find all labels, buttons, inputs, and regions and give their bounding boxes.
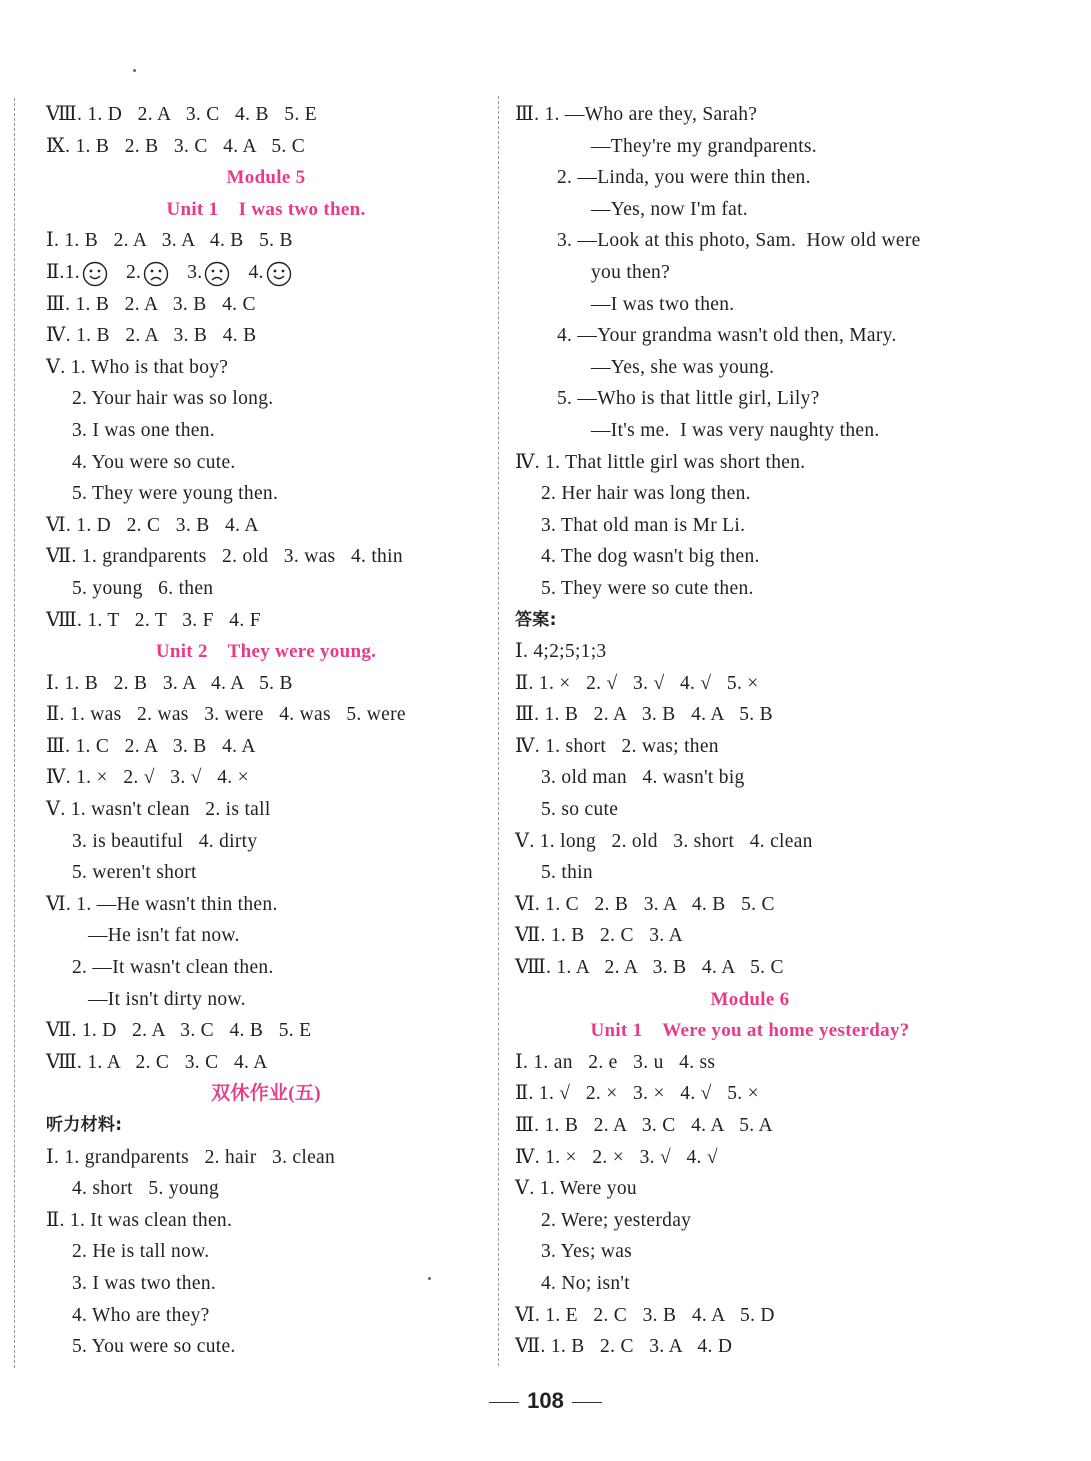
answer-line [515, 383, 985, 415]
section-numeral: Ⅱ. [46, 261, 65, 283]
smile-face-icon [82, 261, 108, 287]
answer-line [515, 731, 985, 763]
section-heading [46, 194, 486, 226]
answer-line [515, 194, 985, 226]
answer-text: Ⅸ. 1. B 2. B 3. C 4. A 5. C [46, 135, 306, 157]
answer-line [46, 225, 486, 257]
answer-line [515, 762, 985, 794]
answer-line [46, 289, 486, 321]
answer-text: 3. I was two then. [72, 1272, 217, 1294]
answer-line [515, 131, 985, 163]
answer-text: Ⅷ. 1. A 2. C 3. C 4. A [46, 1051, 268, 1073]
answer-text: —It's me. I was very naughty then. [591, 419, 880, 441]
answer-line [46, 383, 486, 415]
answer-text: Ⅰ. 4;2;5;1;3 [515, 641, 607, 663]
answer-text: Ⅱ. 1. It was clean then. [46, 1209, 233, 1231]
section-heading [515, 1015, 985, 1047]
answer-text: Ⅲ. 1. B 2. A 3. C 4. A 5. A [515, 1115, 773, 1136]
answer-text: Ⅲ. 1. C 2. A 3. B 4. A [46, 735, 256, 757]
answer-line [515, 668, 985, 700]
answer-text: 4. —Your grandma wasn't old then, Mary. [557, 325, 897, 347]
answer-line [515, 541, 985, 573]
answer-line [46, 131, 486, 163]
answer-text: Ⅶ. 1. B 2. C 3. A 4. D [515, 1336, 733, 1358]
answer-text: Ⅴ. 1. wasn't clean 2. is tall [46, 799, 271, 821]
answer-text: Ⅱ. 1. √ 2. × 3. × 4. √ 5. × [515, 1083, 759, 1105]
answer-text: 2. Were; yesterday [541, 1209, 692, 1231]
answer-line [515, 857, 985, 889]
answer-text: 5. You were so cute. [72, 1336, 236, 1358]
answer-text: Ⅳ. 1. short 2. was; then [515, 735, 719, 757]
answer-line [46, 731, 486, 763]
answer-line [515, 352, 985, 384]
answer-line [515, 478, 985, 510]
page-footer [0, 1388, 1091, 1414]
section-heading-text: Unit 1 Were you at home yesterday? [590, 1020, 910, 1042]
answer-text: 2. —Linda, you were thin then. [557, 167, 811, 189]
answer-text: 3. I was one then. [72, 419, 215, 441]
answer-line [46, 794, 486, 826]
answer-line [46, 668, 486, 700]
answer-line [515, 162, 985, 194]
answer-line [515, 920, 985, 952]
answer-line [515, 1110, 985, 1142]
answer-text: 2. —It wasn't clean then. [72, 957, 274, 979]
answer-text: 5. young 6. then [72, 577, 214, 599]
item-number: 3. [187, 261, 203, 283]
answer-text: 4. short 5. young [72, 1178, 220, 1200]
answer-line [46, 415, 486, 447]
answer-line [515, 257, 985, 289]
answer-text: —He isn't fat now. [88, 925, 240, 947]
answer-line [46, 510, 486, 542]
answer-text: Ⅲ. 1. B 2. A 3. B 4. C [46, 293, 256, 315]
answer-line [515, 225, 985, 257]
footer-dash-right [572, 1402, 602, 1403]
answer-text: Ⅵ. 1. E 2. C 3. B 4. A 5. D [515, 1304, 775, 1326]
answer-text: Ⅲ. 1. B 2. A 3. B 4. A 5. B [515, 704, 773, 726]
answer-text: 3. —Look at this photo, Sam. How old were [557, 230, 921, 252]
answer-text: —I was two then. [591, 293, 735, 315]
sad-face-icon [143, 261, 169, 287]
answer-line [46, 762, 486, 794]
answer-line [515, 1268, 985, 1300]
answer-line [515, 889, 985, 921]
answer-line [46, 889, 486, 921]
answer-line [515, 447, 985, 479]
answer-text: —It isn't dirty now. [88, 988, 246, 1010]
answer-text: 3. is beautiful 4. dirty [72, 830, 258, 852]
answer-text: Ⅴ. 1. long 2. old 3. short 4. clean [515, 830, 813, 852]
answer-text: Ⅶ. 1. D 2. A 3. C 4. B 5. E [46, 1020, 312, 1042]
answer-line [46, 1236, 486, 1268]
page-number: 108 [527, 1388, 564, 1413]
answer-text: 4. You were so cute. [72, 451, 236, 473]
answer-text: 5. weren't short [72, 862, 197, 884]
answer-text: 5. —Who is that little girl, Lily? [557, 388, 820, 410]
item-number: 1. [64, 261, 80, 283]
left-margin-dashed-line [14, 98, 15, 1368]
answer-line [46, 826, 486, 858]
answer-text: 2. Her hair was long then. [541, 483, 751, 505]
answer-text: 3. That old man is Mr Li. [541, 514, 746, 536]
answer-line [46, 1205, 486, 1237]
answer-line [46, 1173, 486, 1205]
answer-text: Ⅷ. 1. D 2. A 3. C 4. B 5. E [46, 104, 317, 125]
section-heading [46, 636, 486, 668]
answer-text: 5. They were young then. [72, 483, 279, 505]
answer-text: Ⅶ. 1. B 2. C 3. A [515, 925, 683, 947]
answer-text: 5. so cute [541, 799, 619, 821]
answer-text: Ⅳ. 1. B 2. A 3. B 4. B [46, 325, 257, 347]
answer-text: Ⅳ. 1. × 2. × 3. √ 4. √ [515, 1146, 718, 1168]
answer-line [46, 857, 486, 889]
answer-line [515, 573, 985, 605]
speck [133, 69, 136, 72]
item-number: 4. [248, 261, 264, 283]
answer-line [515, 952, 985, 984]
answer-text: —They're my grandparents. [591, 135, 817, 157]
section-heading-text: Module 6 [710, 988, 790, 1010]
answer-text: 4. No; isn't [541, 1272, 630, 1294]
answer-text: 2. He is tall now. [72, 1241, 210, 1263]
answer-text: 4. The dog wasn't big then. [541, 546, 760, 568]
answer-line [46, 352, 486, 384]
answer-text: Ⅴ. 1. Who is that boy? [46, 356, 229, 378]
answer-text: Ⅱ. 1. × 2. √ 3. √ 4. √ 5. × [515, 672, 759, 694]
answer-text: 4. Who are they? [72, 1304, 210, 1326]
answer-line [46, 1268, 486, 1300]
answer-text: —Yes, now I'm fat. [591, 198, 748, 220]
answer-text: Ⅴ. 1. Were you [515, 1178, 637, 1200]
answer-line [515, 1205, 985, 1237]
answer-line [46, 605, 486, 637]
answer-line [515, 794, 985, 826]
answer-line [515, 826, 985, 858]
answer-line-faces [46, 257, 486, 289]
answer-line [46, 920, 486, 952]
answer-text: Ⅳ. 1. × 2. √ 3. √ 4. × [46, 767, 249, 789]
answer-line [46, 1015, 486, 1047]
answer-line [515, 1173, 985, 1205]
answer-line [46, 1142, 486, 1174]
section-heading-text: 双休作业(五) [211, 1083, 321, 1105]
answer-text: Ⅶ. 1. grandparents 2. old 3. was 4. thin [46, 546, 403, 568]
section-label [515, 605, 985, 637]
answer-line [46, 447, 486, 479]
answer-line [46, 984, 486, 1016]
answer-text: Ⅰ. 1. B 2. A 3. A 4. B 5. B [46, 230, 293, 252]
sad-face-icon [204, 261, 230, 287]
answer-line [515, 1236, 985, 1268]
answer-text: Ⅲ. 1. —Who are they, Sarah? [515, 104, 758, 125]
item-number: 2. [125, 261, 142, 283]
right-column [515, 99, 985, 1363]
answer-line [515, 1300, 985, 1332]
answer-line [46, 699, 486, 731]
section-heading [46, 1078, 486, 1110]
answer-line [46, 1331, 486, 1363]
section-heading [515, 984, 985, 1016]
left-column [46, 99, 486, 1363]
answer-line [515, 415, 985, 447]
answer-text: 5. They were so cute then. [541, 577, 754, 599]
section-label-text: 听力材料: [46, 1115, 123, 1135]
answer-text: Ⅰ. 1. grandparents 2. hair 3. clean [46, 1146, 336, 1168]
answer-text: Ⅷ. 1. T 2. T 3. F 4. F [46, 609, 261, 631]
answer-text: Ⅵ. 1. C 2. B 3. A 4. B 5. C [515, 893, 775, 915]
answer-text: Ⅳ. 1. That little girl was short then. [515, 451, 806, 473]
section-heading-text: Module 5 [226, 167, 306, 189]
section-heading-text: Unit 1 I was two then. [166, 198, 366, 220]
answer-text: Ⅰ. 1. an 2. e 3. u 4. ss [515, 1051, 716, 1073]
answer-line [46, 1047, 486, 1079]
answer-line [515, 1142, 985, 1174]
answer-text: —Yes, she was young. [591, 356, 775, 378]
answer-text: 3. Yes; was [541, 1241, 633, 1263]
answer-text: Ⅰ. 1. B 2. B 3. A 4. A 5. B [46, 672, 293, 694]
smile-face-icon [266, 261, 292, 287]
answer-line [515, 99, 985, 131]
answer-text: Ⅱ. 1. was 2. was 3. were 4. was 5. were [46, 704, 406, 726]
answer-line [46, 99, 486, 131]
answer-line [46, 478, 486, 510]
answer-line [515, 1078, 985, 1110]
answer-line [46, 320, 486, 352]
answer-text: 5. thin [541, 862, 593, 884]
section-heading-text: Unit 2 They were young. [155, 641, 377, 663]
answer-line [515, 699, 985, 731]
footer-dash-left [489, 1402, 519, 1403]
answer-line [46, 952, 486, 984]
section-heading [46, 162, 486, 194]
answer-line [46, 573, 486, 605]
section-label-text: 答案: [515, 609, 557, 630]
answer-text: 3. old man 4. wasn't big [541, 767, 745, 789]
column-divider-dashed-line [498, 96, 499, 1366]
answer-line [515, 1047, 985, 1079]
answer-line [515, 510, 985, 542]
answer-text: Ⅵ. 1. —He wasn't thin then. [46, 893, 278, 915]
answer-text: 2. Your hair was so long. [72, 388, 274, 410]
answer-text: Ⅷ. 1. A 2. A 3. B 4. A 5. C [515, 957, 784, 979]
answer-line [515, 289, 985, 321]
answer-line [515, 1331, 985, 1363]
answer-line [46, 1300, 486, 1332]
section-label [46, 1110, 486, 1142]
answer-text: Ⅵ. 1. D 2. C 3. B 4. A [46, 514, 259, 536]
answer-line [515, 320, 985, 352]
answer-text: you then? [591, 261, 671, 283]
answer-line [46, 541, 486, 573]
answer-line [515, 636, 985, 668]
